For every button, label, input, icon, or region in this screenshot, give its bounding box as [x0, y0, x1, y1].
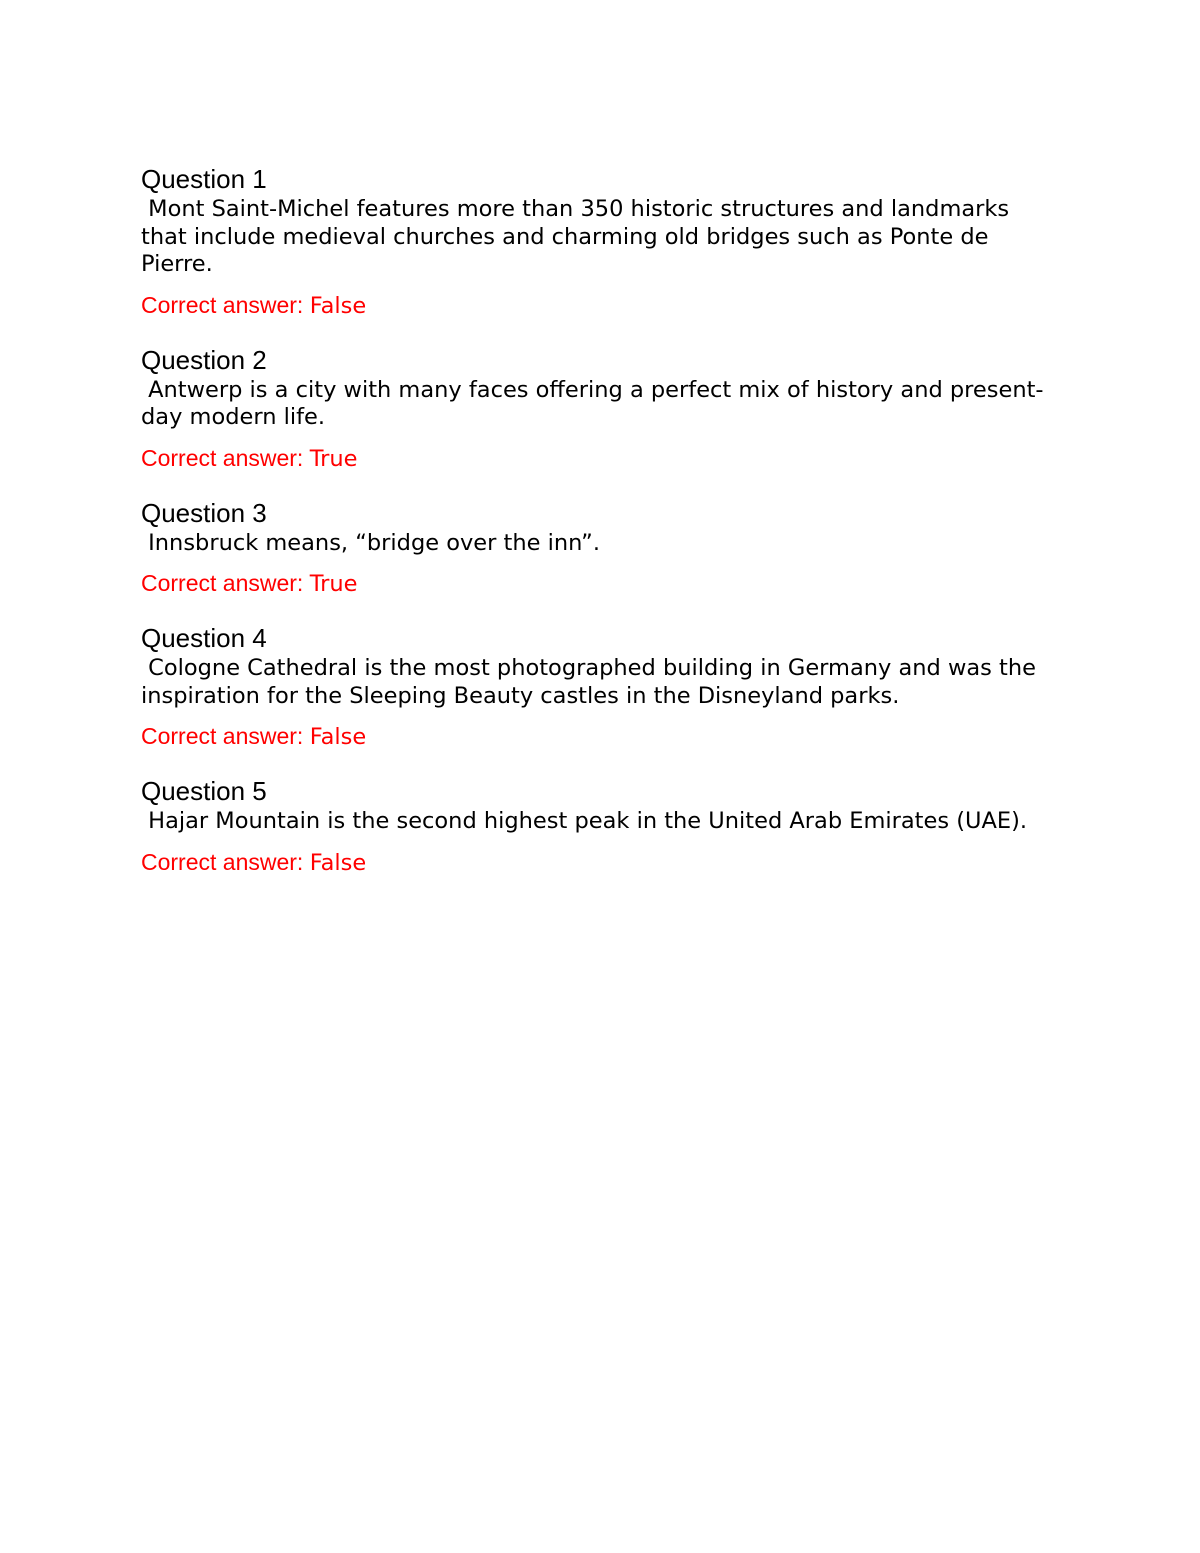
question-block-1 [141, 163, 1061, 321]
answer-label: Correct answer: [141, 570, 310, 596]
question-block-4 [141, 622, 1061, 752]
answer-label: Correct answer: [141, 291, 310, 318]
question-heading: Question 4 [141, 623, 267, 653]
answer-label: Correct answer: [141, 848, 310, 875]
question-heading: Question 3 [141, 497, 267, 528]
question-text: Mont Saint-Michel features more than 350 historic structures and landmarks that include medieval churches and charming old bridges such as Ponte de Pierre. [141, 196, 1017, 277]
answer-value: False [309, 849, 367, 876]
question-text: Antwerp is a city with many faces offering a perfect mix of history and present-day modern life. [141, 376, 1044, 430]
answer-value: False [309, 292, 367, 319]
correct-answer [141, 569, 1061, 599]
question-text: Cologne Cathedral is the most photographed building in Germany and was the inspiration for the Sleeping Beauty castles in the Disneyland parks. [141, 655, 1044, 709]
correct-answer [141, 848, 1061, 878]
answer-label: Correct answer: [141, 444, 310, 471]
question-heading: Question 5 [141, 776, 267, 806]
question-text: Hajar Mountain is the second highest peak in the United Arab Emirates (UAE). [141, 808, 1027, 834]
correct-answer [141, 444, 1061, 474]
question-block-2 [141, 344, 1061, 474]
answer-value: True [309, 571, 358, 597]
answer-label: Correct answer: [141, 723, 310, 749]
question-heading: Question 1 [141, 164, 267, 194]
question-block-3 [141, 497, 1061, 600]
question-block-5 [141, 775, 1061, 878]
answer-value: False [309, 724, 367, 750]
answer-value: True [309, 445, 358, 472]
correct-answer [141, 722, 1061, 752]
question-text: Innsbruck means, “bridge over the inn”. [141, 529, 600, 556]
question-heading: Question 2 [141, 344, 267, 375]
document-page [141, 163, 1061, 901]
correct-answer [141, 291, 1061, 321]
